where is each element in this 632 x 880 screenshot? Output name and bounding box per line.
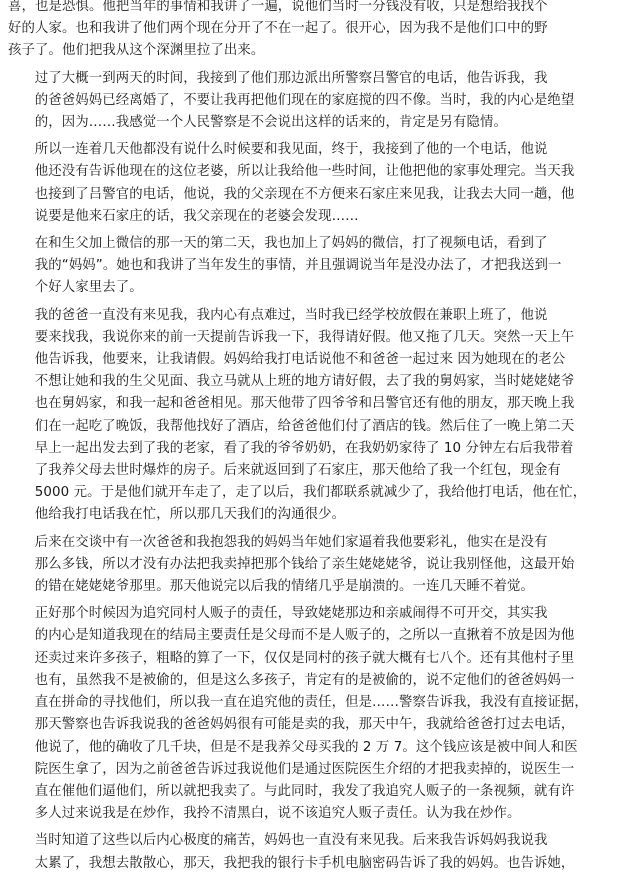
text-line: 他告诉我，他要来，让我请假。妈妈给我打电话说他不和爸爸一起过来 因为她现在的老公 (34, 352, 566, 368)
text-line: 多人过来说我是在炒作，我拎不清黑白，说不该追究人贩子责任。认为我在炒作。 (34, 806, 521, 822)
text-line: 我的“妈妈”。她也和我讲了当年发生的事情，并且强调说当年是没办法了，才把我送到一 (34, 258, 562, 274)
text-line: 说要是他来石家庄的话，我父亲现在的老婆会发现…… (34, 208, 359, 224)
paragraph-4 (8, 233, 624, 300)
text-line: 也在舅妈家，和我一起和爸爸相见。那天他带了四爷爷和吕警官还有他的朋友，那天晚上我 (34, 396, 575, 412)
text-line: 不想让她和我的生父见面、我立马就从上班的地方请好假，去了我的舅妈家，当时姥姥姥爷 (34, 374, 575, 390)
paragraph-6 (8, 532, 624, 599)
text-line: 当时知道了这些以后内心极度的痛苦，妈妈也一直没有来见我。后来我告诉妈妈我说我 (34, 833, 548, 849)
text-line: 我的爸爸一直没有来见我，我内心有点难过，当时我已经学校放假在兼职上班了，他说 (34, 307, 548, 323)
text-line: 太累了，我想去散散心，那天，我把我的银行卡手机电脑密码告诉了我的妈妈。也告诉她， (34, 855, 575, 871)
text-line: 正好那个时候因为追究同村人贩子的责任，导致姥姥那边和亲戚闹得不可开交，其实我 (34, 606, 548, 622)
text-line: 了我养父母去世时爆炸的房子。后来就返回到了石家庄，那天他给了我一个红包，现金有 (34, 463, 561, 479)
text-line: 直在拼命的寻找他们，所以我一直在追究他的责任，但是……警察告诉我，我没有直接证据， (34, 695, 588, 711)
text-line: 在和生父加上微信的那一天的第二天，我也加上了妈妈的微信，打了视频电话，看到了 (34, 236, 548, 252)
text-line: 后来在交谈中有一次爸爸和我抱怨我的妈妈当年她们家逼着我他要彩礼，他实在是没有 (34, 534, 548, 550)
text-line: 也接到了吕警官的电话，他说，我的父亲现在不方便来石家庄来见我，让我去大同一趟，他 (34, 186, 575, 202)
text-line: 也有，虽然我不是被偷的，但是这么多孩子，肯定有的是被偷的，说不定他们的爸爸妈妈一 (34, 672, 575, 688)
text-line: 所以一连着几天他都没有说什么时候要和我见面，终于，我接到了他的一个电话，他说 (34, 142, 548, 158)
text-line: 孩子了。他们把我从这个深渊里拉了出来。 (8, 43, 265, 59)
text-line: 喜，也是恐惧。他把当年的事情和我讲了一遍，说他们当时一分钱没有收，只是想给我找个 (8, 0, 548, 14)
text-line: 的爸爸妈妈已经离婚了，不要让我再把他们现在的家庭搅的四不像。当时，我的内心是绝望 (34, 92, 575, 108)
text-line: 那么多钱，所以才没有办法把我卖掉把那个钱给了亲生姥姥姥爷，说让我别怪他，这最开始 (34, 556, 575, 572)
text-line: 还卖过来许多孩子，粗略的算了一下，仅仅是同村的孩子就大概有七八个。还有其他村子里 (34, 650, 575, 666)
paragraph-3 (8, 139, 624, 228)
text-line: 要来找我，我说你来的前一天提前告诉我一下，我得请好假。他又拖了几天。突然一天上午 (34, 329, 575, 345)
text-line: 他还没有告诉他现在的这位老婆，所以让我给他一些时间，让他把他的家事处理完。当天我 (34, 164, 575, 180)
document-body (8, 0, 624, 880)
paragraph-2 (8, 68, 624, 135)
paragraph-8 (8, 830, 624, 874)
paragraph-5 (8, 305, 624, 527)
text-line: 的错在姥姥姥爷那里。那天他说完以后我的情绪几乎是崩溃的。一连几天睡不着觉。 (34, 579, 534, 595)
text-line: 的，因为……我感觉一个人民警察是不会说出这样的话来的，肯定是另有隐情。 (34, 115, 507, 131)
text-line: 直在催他们逼他们，所以就把我卖了。与此同时，我发了我追究人贩子的一条视频，就有许 (34, 783, 575, 799)
text-line: 的内心是知道我现在的结局主要责任是父母而不是人贩子的，之所以一直揪着不放是因为他 (34, 628, 575, 644)
text-line: 好的人家。也和我讲了他们两个现在分开了不在一起了。很开心，因为我不是他们口中的野 (8, 21, 548, 37)
text-line: 他说了，他的确收了几千块，但是不是我养父母买我的 2 万 7。这个钱应该是被中间人和医 (34, 739, 578, 755)
text-line: 院医生拿了，因为之前爸爸告诉过我说他们是通过医院医生介绍的才把我卖掉的，说医生一 (34, 761, 575, 777)
text-line: 5000 元。于是他们就开车走了，走了以后，我们都联系就减少了，我给他打电话，他在忙， (34, 485, 587, 501)
text-line: 早上一起出发去到了我的老家，看了我的爷爷奶奶，在我奶奶家待了 10 分钟左右后我带着 (34, 440, 574, 456)
text-line: 个好人家里去了。 (34, 280, 143, 296)
text-line: 过了大概一到两天的时间，我接到了他们那边派出所警察吕警官的电话，他告诉我，我 (34, 70, 548, 86)
text-line: 他给我打电话我在忙，所以那几天我们的沟通很少。 (34, 507, 346, 523)
text-line: 那天警察也告诉我说我的爸爸妈妈很有可能是卖的我，那天中午，我就给爸爸打过去电话， (34, 717, 575, 733)
paragraph-7 (8, 603, 624, 825)
paragraph-1 (8, 0, 624, 63)
text-line: 们在一起吃了晚饭，我帮他找好了酒店，给爸爸他们付了酒店的钱。然后住了一晚上第二天 (34, 418, 575, 434)
